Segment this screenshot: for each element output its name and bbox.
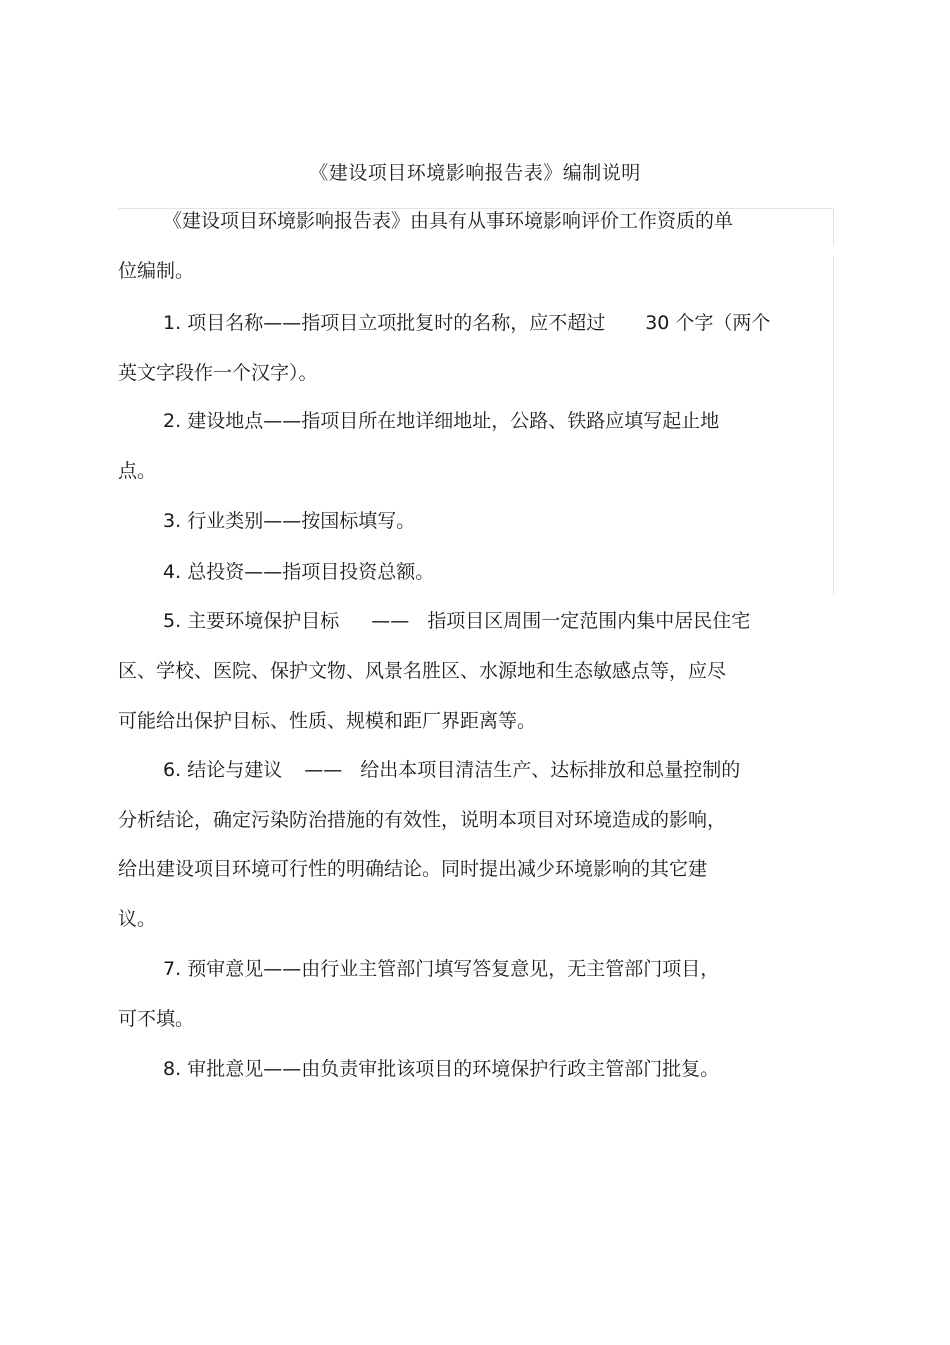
list-item-5-cont: 可能给出保护目标、性质、规模和距厂界距离等。 bbox=[118, 710, 537, 732]
item-text: 行业类别——按国标填写。 bbox=[187, 510, 416, 532]
item-number: 4. bbox=[163, 561, 182, 583]
item-text: 主要环境保护目标 bbox=[187, 610, 340, 632]
list-item-4 bbox=[163, 559, 434, 585]
intro-line: 位编制。 bbox=[118, 260, 195, 282]
item-number: 6. bbox=[163, 759, 182, 781]
item-text: 项目名称——指项目立项批复时的名称，应不超过 bbox=[187, 312, 606, 334]
list-item-5 bbox=[163, 608, 750, 634]
item-number: 1. bbox=[163, 312, 182, 334]
item-text: 给出本项目清洁生产、达标排放和总量控制的 bbox=[360, 759, 741, 781]
item-text: 总投资——指项目投资总额。 bbox=[187, 561, 435, 583]
list-item-8 bbox=[163, 1056, 719, 1082]
item-number: 3. bbox=[163, 510, 182, 532]
list-item-3 bbox=[163, 508, 415, 534]
list-item-6-cont: 分析结论，确定污染防治措施的有效性，说明本项目对环境造成的影响， bbox=[118, 809, 727, 831]
item-text: 预审意见——由行业主管部门填写答复意见，无主管部门项目， bbox=[187, 958, 720, 980]
table-border-right bbox=[833, 208, 834, 246]
list-item-7 bbox=[163, 956, 719, 982]
item-text: 审批意见——由负责审批该项目的环境保护行政主管部门批复。 bbox=[187, 1058, 720, 1080]
item-number: 8. bbox=[163, 1058, 182, 1080]
list-item-2-cont: 点。 bbox=[118, 460, 157, 482]
list-item-2 bbox=[163, 408, 719, 434]
list-item-1 bbox=[163, 310, 770, 336]
list-item-6 bbox=[163, 757, 740, 783]
table-border-right bbox=[833, 256, 834, 594]
item-number: 2. bbox=[163, 410, 182, 432]
item-text: 指项目区周围一定范围内集中居民住宅 bbox=[427, 610, 751, 632]
item-number: 5. bbox=[163, 610, 182, 632]
item-text: 30 个字（两个 bbox=[645, 312, 771, 334]
list-item-7-cont: 可不填。 bbox=[118, 1008, 195, 1030]
item-text: 建设地点——指项目所在地详细地址，公路、铁路应填写起止地 bbox=[187, 410, 720, 432]
list-item-1-cont: 英文字段作一个汉字）。 bbox=[118, 362, 318, 384]
item-text: —— bbox=[371, 610, 410, 632]
list-item-6-cont: 给出建设项目环境可行性的明确结论。同时提出减少环境影响的其它建 bbox=[118, 858, 708, 880]
list-item-6-cont: 议。 bbox=[118, 908, 157, 930]
item-number: 7. bbox=[163, 958, 182, 980]
intro-line: 《建设项目环境影响报告表》由具有从事环境影响评价工作资质的单 bbox=[163, 210, 734, 232]
list-item-5-cont: 区、学校、医院、保护文物、风景名胜区、水源地和生态敏感点等，应尽 bbox=[118, 660, 727, 682]
item-text: 结论与建议 bbox=[187, 759, 283, 781]
document-title: 《建设项目环境影响报告表》编制说明 bbox=[309, 162, 641, 184]
item-text: —— bbox=[304, 759, 343, 781]
